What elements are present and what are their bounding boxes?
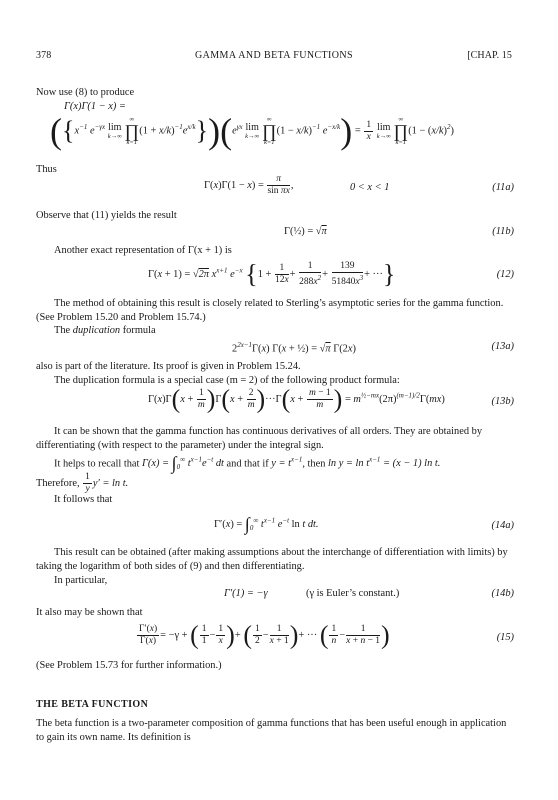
paragraph-logarithm: This result can be obtained (after making assumptions about the interchange of differentiation with limits) by taking the logarithm of both sides of (9) and then differentiating. — [36, 547, 508, 572]
equation-14a-body: $\Gamma'(x) = \int_0^\infty$ $t^{x-1}$ $e^{-t}$ ln t dt. — [214, 514, 319, 534]
equation-11b — [36, 224, 514, 242]
paragraph-recall: It helps to recall that $\Gamma(x) = \int_0^\infty$ $t^{x-1}e^{-t}$ dt and that if $y = t^{x-1}$, then $\ln y = \ln t^{x-1} = (x - 1)$ ln t. — [54, 453, 441, 474]
paragraph-continuous-derivatives: It can be shown that the gamma function has continuous derivatives of all orders. They are obtained by differentiating (with respect to the parameter) under the integral sign. — [36, 426, 483, 451]
equation-14b-note: (γ is Euler’s constant.) — [306, 588, 400, 599]
duplication-emphasis: duplication — [72, 325, 121, 336]
equation-14b — [36, 588, 514, 604]
paragraph-it-follows: It follows that — [54, 494, 113, 505]
paragraph-thus: Thus — [36, 164, 57, 175]
equation-11a-body: Γ(x)Γ(1 − x) = $\frac{\pi}{\text{sin πx}}$ , — [204, 174, 294, 196]
equation-12-body: Γ(x + 1) = √2π $x^{x+1}$ $e^{-x}$ {1 + $\frac{1}{12x}$ + $\frac{1}{288x^2}$ + $\frac{139}{51840x^3}$ + ···} — [148, 259, 396, 289]
paragraph-use-8: Now use (8) to produce — [36, 87, 135, 98]
paragraph-therefore: Therefore, $\frac{1}{y}$ y′ = ln t. — [36, 472, 129, 494]
equation-label-13a: (13a) — [491, 341, 514, 352]
equation-12 — [36, 259, 514, 293]
paragraph-literature: also is part of the literature. Its proof is given in Problem 15.24. — [36, 361, 301, 372]
equation-15 — [36, 620, 514, 656]
running-header — [36, 50, 512, 64]
equation-13a-body: $2^{2x-1}\Gamma(x) \Gamma(x$ + ½) = √π Γ(2x) — [232, 341, 356, 355]
paragraph-in-particular: In particular, — [54, 575, 108, 586]
equation-13b-body: Γ(x)Γ(x + $\frac{1}{m}$ )Γ(x + $\frac{2}{m}$ )···Γ(x + $\frac{m - 1}{m}$ ) = $m^{\frac{1}{2}-mx}(2\pi)^{(m-1)/2}\Gamma(mx)$ — [148, 384, 445, 414]
section-heading-beta: THE BETA FUNCTION — [36, 699, 149, 710]
equation-11b-body: Γ(½) = √π — [284, 226, 327, 237]
paragraph-sterling: The method of obtaining this result is closely related to Sterling’s asymptotic series for the gamma function. (See Problem 15.20 and Problem 15.74.) — [36, 298, 504, 323]
paragraph-also-shown: It also may be shown that — [36, 607, 143, 618]
equation-13b — [36, 386, 514, 420]
running-title: GAMMA AND BETA FUNCTIONS — [195, 50, 353, 61]
equation-lhs: Γ(x)Γ(1 − x) = — [64, 101, 126, 112]
equation-label-13b: (13b) — [491, 396, 514, 407]
equation-15-body: $\frac{\Gamma'(x)}{\Gamma(x)}$ = −γ + ( $\frac{1}{1}$ − $\frac{1}{x}$ )+ ( $\frac{1}{2}$ − $\frac{1}{x + 1}$ )+ ··· ( $\frac{1}{n}$ − $\frac{1}{x + n - 1}$ ) — [139, 620, 390, 650]
equation-label-12: (12) — [496, 269, 514, 280]
equation-product-body: ({$x^{-1}$ $e^{-\gamma x}$ lim k→∞ ∞ ∏ k=1 $(1 + x/k)^{-1}e^{x/k}\})(e^{\gamma x}$ lim k→∞ ∞ ∏ k=1 $(1 - x/k)^{-1}$ $e^{-x/k}$) = $\frac{1}{x}$ lim k→∞ ∞ ∏ k=1 $(1 - (x/k)^2)$ — [50, 111, 454, 151]
equation-product-expansion — [36, 111, 514, 156]
paragraph-another-representation: Another exact representation of Γ(x + 1) is — [54, 245, 232, 256]
equation-14b-body: Γ′(1) = −γ — [224, 588, 268, 599]
equation-14a — [36, 508, 514, 538]
equation-label-15: (15) — [496, 632, 514, 643]
paragraph-observe-11: Observe that (11) yields the result — [36, 210, 177, 221]
equation-gamma-reflection-lhs — [36, 101, 514, 115]
chapter-label: [CHAP. 15 — [467, 50, 512, 61]
equation-13a — [36, 338, 514, 358]
equation-label-14a: (14a) — [491, 520, 514, 531]
paragraph-product-formula: The duplication formula is a special case (m = 2) of the following product formula: — [54, 375, 400, 386]
equation-label-11b: (11b) — [492, 226, 514, 237]
page-number: 378 — [36, 50, 52, 61]
paragraph-see-15-73: (See Problem 15.73 for further information.) — [36, 660, 222, 671]
equation-11a-condition: 0 < x < 1 — [350, 182, 390, 193]
equation-11a — [36, 172, 514, 204]
paragraph-beta-definition: The beta function is a two-parameter composition of gamma functions that has been useful enough in application to gain its own name. Its definition is — [36, 718, 507, 743]
equation-label-14b: (14b) — [491, 588, 514, 599]
equation-label-11a: (11a) — [492, 182, 514, 193]
paragraph-duplication-intro: The duplication formula — [54, 325, 156, 336]
